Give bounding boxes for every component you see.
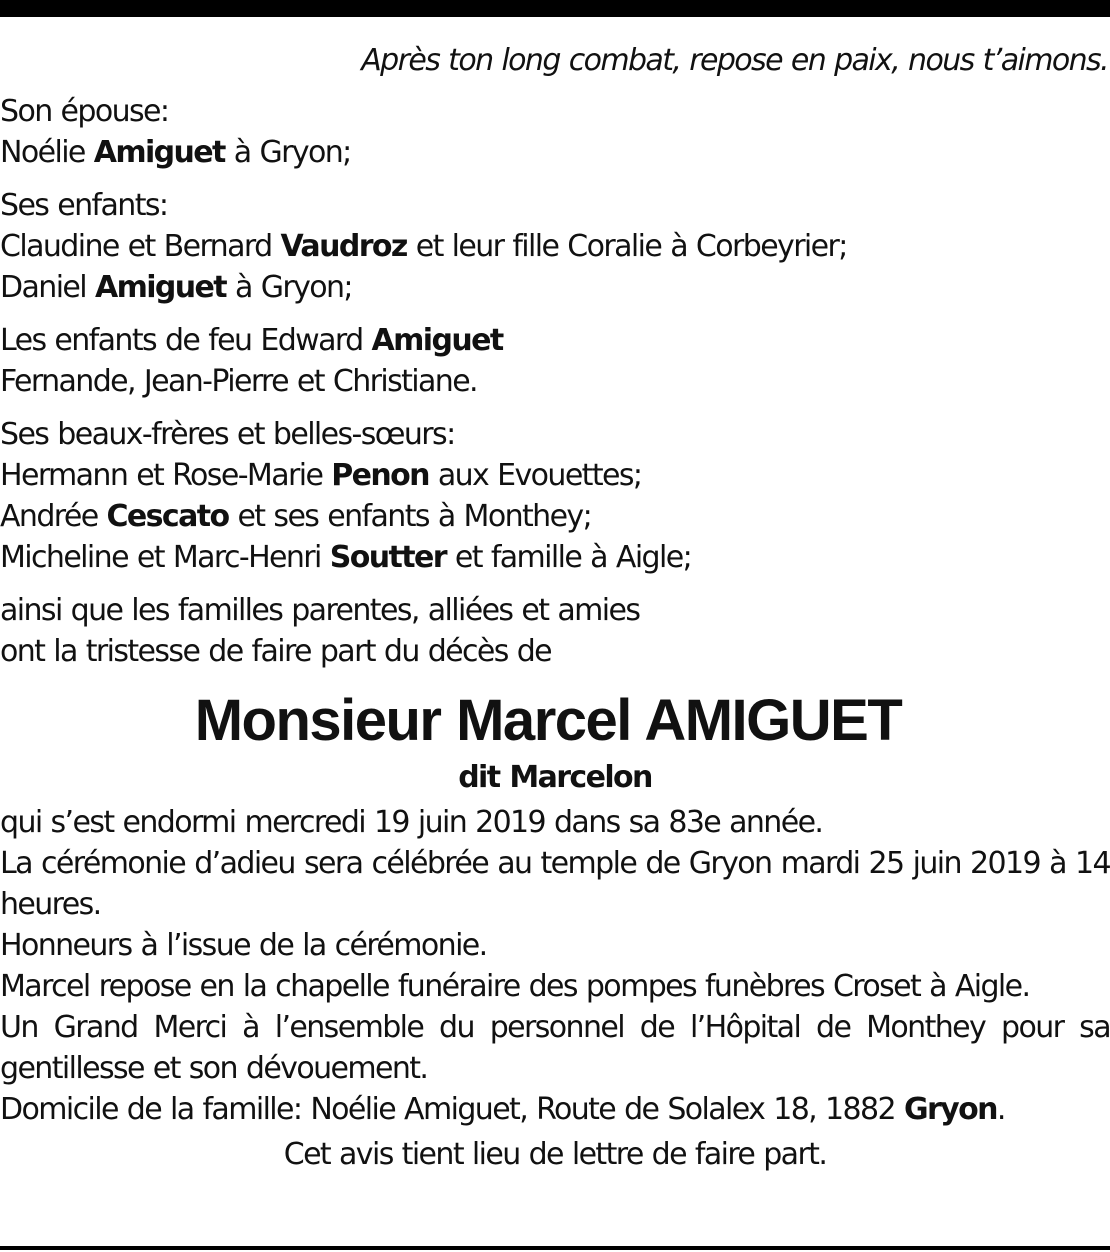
- details-block: [0, 802, 1110, 1130]
- obituary-notice: [0, 40, 1110, 1175]
- top-rule: [0, 0, 1110, 17]
- thanks-line: Un Grand Merci à l’ensemble du personnel de l’Hôpital de Monthey pour sa gentillesse et son dévouement.: [0, 1010, 1110, 1086]
- announcement-block: [0, 590, 1110, 672]
- spouse-block: [0, 91, 1110, 173]
- in-law-line: Hermann et Rose-Marie Penon aux Evouettes;: [0, 458, 642, 493]
- death-line: qui s’est endormi mercredi 19 juin 2019 dans sa 83e année.: [0, 805, 823, 840]
- spouse-line: Noélie Amiguet à Gryon;: [0, 135, 351, 170]
- domicile-line: Domicile de la famille: Noélie Amiguet, Route de Solalex 18, 1882 Gryon.: [0, 1092, 1005, 1127]
- children-block: [0, 185, 1110, 308]
- children-heading: Ses enfants:: [0, 188, 168, 223]
- honours-line: Honneurs à l’issue de la cérémonie.: [0, 928, 487, 963]
- announcement-line: ainsi que les familles parentes, alliées et amies: [0, 593, 640, 628]
- bottom-rule: [0, 1246, 1110, 1250]
- closing-line: Cet avis tient lieu de lettre de faire part.: [283, 1137, 827, 1172]
- in-law-line: Micheline et Marc-Henri Soutter et famille à Aigle;: [0, 540, 692, 575]
- late-edward-line: Les enfants de feu Edward Amiguet: [0, 323, 503, 358]
- announcement-line: ont la tristesse de faire part du décès de: [0, 634, 552, 669]
- late-edward-names: Fernande, Jean-Pierre et Christiane.: [0, 364, 477, 399]
- deceased-nickname: dit Marcelon: [458, 760, 652, 795]
- in-law-line: Andrée Cescato et ses enfants à Monthey;: [0, 499, 592, 534]
- late-edward-block: [0, 320, 1110, 402]
- in-laws-heading: Ses beaux-frères et belles-sœurs:: [0, 417, 455, 452]
- child-line: Claudine et Bernard Vaudroz et leur fille Coralie à Corbeyrier;: [0, 229, 847, 264]
- chapel-line: Marcel repose en la chapelle funéraire des pompes funèbres Croset à Aigle.: [0, 969, 1030, 1004]
- deceased-name: Monsieur Marcel AMIGUET: [194, 688, 902, 753]
- in-laws-block: [0, 414, 1110, 578]
- ceremony-line: La cérémonie d’adieu sera célébrée au temple de Gryon mardi 25 juin 2019 à 14 heures.: [0, 846, 1110, 922]
- motto: Après ton long combat, repose en paix, nous t’aimons.: [361, 43, 1108, 78]
- spouse-heading: Son épouse:: [0, 94, 169, 129]
- child-line: Daniel Amiguet à Gryon;: [0, 270, 352, 305]
